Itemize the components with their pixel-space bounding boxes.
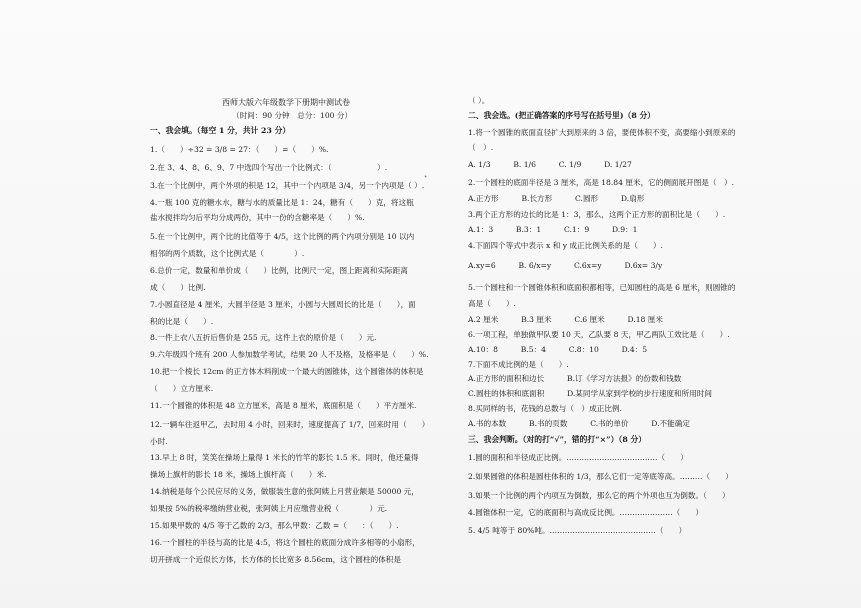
question-line: 7.下面不成比例的是（ ）. bbox=[468, 360, 569, 369]
question-line: 15.如果甲数的 4/5 等于乙数的 2/3，那么甲数：乙数 =（ ：（ ）. bbox=[150, 521, 399, 530]
question-line: 盐水搅拌均匀后平均分成两份，其中一份的含糖率是（ ）%. bbox=[150, 213, 365, 222]
question-line: 8.一件上衣八五折后售价是 255 元，这件上衣的原价是（ ）元. bbox=[150, 333, 377, 342]
question-line: 4.一瓶 100 克的糖水水，糖与水的质量比是 1：24，糖有（ ）克，将这瓶 bbox=[150, 198, 414, 207]
question-line: 积的比是（ ）. bbox=[150, 317, 214, 326]
question-line: 10.把一个棱长 12cm 的正方体木料削成一个最大的圆锥体，这个圆锥体的体积是 bbox=[150, 367, 424, 376]
section-2-heading: 二、我会选。(把正确答案的序号写在括号里)（8 分） bbox=[468, 111, 656, 120]
question-line: 16.一个圆柱的半径与高的比是 4:5，将这个圆柱的底面分成许多相等的小扇形， bbox=[150, 538, 420, 547]
question-line: 9.六年级四个班有 200 人参加数学考试，结果 20 人不及格，及格率是（ ）%. bbox=[150, 350, 429, 359]
question-line: 操场上旗杆的影长 18 米，操场上旗杆高（ ）米. bbox=[150, 470, 327, 479]
question-line: （ ）。 bbox=[468, 96, 490, 105]
question-line: 2.一个圆柱的底面半径是 3 厘米，高是 18.84 厘米，它的侧面展开图是（ ）. bbox=[468, 178, 735, 187]
question-line: C.圆柱的体积和底面积 D.某同学从家到学校的步行速度和所用时间 bbox=[468, 389, 712, 398]
question-line: 1.（ ）÷32 = 3/8 = 27：（ ）=（ ）%. bbox=[150, 145, 329, 154]
question-line: 切开拼成一个近似长方体，长方体的长比宽多 8.56cm，这个圆柱的体积是 bbox=[150, 555, 401, 564]
section-1-heading: 一、我会填。（每空 1 分，共计 23 分） bbox=[150, 126, 291, 135]
question-line: 相邻的两个质数，这个比例式是（ ）. bbox=[150, 249, 305, 258]
question-line: A.正方形 B.长方形 C.圆形 D.扇形 bbox=[468, 194, 645, 203]
pen-mark: ˻ bbox=[424, 167, 428, 178]
question-line: 成（ ）比例. bbox=[150, 283, 206, 292]
question-line: 13.早上 8 时，笑笑在操场上量得 1 米长的竹竿的影长 1.5 米。同时，他还量得 bbox=[150, 453, 419, 462]
question-line: A.10：8 B.5：4 C.8：10 D.4：5 bbox=[468, 345, 648, 354]
question-line: A.正方形的面积和边长 B.订《学习方法报》的份数和钱数 bbox=[468, 374, 682, 383]
question-line: 小时. bbox=[150, 437, 168, 446]
question-line: 6.一项工程，单独做甲队要 10 天，乙队要 8 天，甲乙两队工效比是（ ）. bbox=[468, 330, 730, 339]
question-line: 高是（ ）. bbox=[468, 299, 516, 308]
section-3-heading: 三、我会判断。（对的打“√”，错的打“×”）（8 分） bbox=[468, 435, 647, 444]
question-line: 7.小圆直径是 4 厘米，大圆半径是 3 厘米，小圆与大圆周长的比是（ ），面 bbox=[150, 300, 416, 309]
question-line: 2.在 3、4、8、6、9、7 中选四个写出一个比例式：（ ）. bbox=[150, 163, 388, 172]
question-line: 6.总价一定，数量和单价成（ ）比例，比例尺一定，图上距离和实际距离 bbox=[150, 266, 408, 275]
question-line: 5.在一个比例中，两个比的比值等于 4/5，这个比例的两个内项分别是 10 以内 bbox=[150, 232, 415, 241]
question-line: 3.如果一个比例的两个内项互为倒数，那么它的两个外项也互为倒数。（ ） bbox=[468, 491, 730, 500]
question-line: A.书的本数 B.书的页数 C.书的单价 D.不能确定 bbox=[468, 419, 690, 428]
question-line: （ ）. bbox=[468, 143, 494, 152]
question-line: （ ）立方厘米. bbox=[150, 384, 214, 393]
question-line: A.2 厘米 B.3 厘米 C.6 厘米 D.18 厘米 bbox=[468, 315, 663, 324]
question-line: 1.将一个圆锥的底面直径扩大到原来的 3 倍，要使体积不变，高要缩小到原来的 bbox=[468, 128, 736, 137]
question-line: 2.如果圆锥的体积是圆柱体积的 1/3，那么它们一定等底等高。………（ ） bbox=[468, 472, 733, 481]
question-line: 4.圆锥体积一定，它的底面积与高成反比例。…………………（ ） bbox=[468, 508, 704, 517]
question-line: A.1：3 B.3：1 C.1：9 D.9：1 bbox=[468, 225, 638, 234]
question-line: 5.一个圆柱和一个圆锥体积和底面积都相等，已知圆柱的高是 6 厘米，则圆锥的 bbox=[468, 283, 736, 292]
question-line: 3.两个正方形的边长的比是 1：3，那么，这两个正方形的面积比是（ ）. bbox=[468, 210, 726, 219]
question-line: 4.下面四个等式中表示 x 和 y 成正比例关系的是（ ）. bbox=[468, 241, 663, 250]
question-line: 14.纳税是每个公民应尽的义务，做服装生意的张阿姨上月营业额是 50000 元， bbox=[150, 487, 419, 496]
question-line: 8.买同样的书，花钱的总数与（ ）成正比例. bbox=[468, 404, 622, 413]
question-line: 12.一辆车往返甲乙，去时用 4 小时，回来时，速度提高了 1/7，回来时用（ ） bbox=[150, 420, 430, 429]
question-line: 如果按 5%的税率缴纳营业税，张阿姨上月应缴营业税（ ）元. bbox=[150, 504, 388, 513]
question-line: A. 1/3 B. 1/6 C. 1/9 D. 1/27 bbox=[468, 160, 632, 169]
exam-title: 西师大版六年级数学下册期中测试卷 bbox=[222, 98, 350, 107]
question-line: 11.一个圆锥的体积是 48 立方厘米，高是 8 厘米，底面积是（ ）平方厘米. bbox=[150, 401, 417, 410]
question-line: 1.圆的面积和半径成正比例。………………………………（ ） bbox=[468, 453, 688, 462]
question-line: A.xy=6 B. 6/x=y C.6x=y D.6x= 3/y bbox=[468, 261, 663, 270]
question-line: 5. 4/5 吨等于 80%吨。……………………………………（ ） bbox=[468, 526, 687, 535]
question-line: 3.在一个比例中，两个外项的积是 12，其中一个内项是 3/4，另一个内项是（ ）. bbox=[150, 181, 425, 190]
exam-subtitle: （时间：90 分钟 总分：100 分） bbox=[232, 111, 353, 120]
